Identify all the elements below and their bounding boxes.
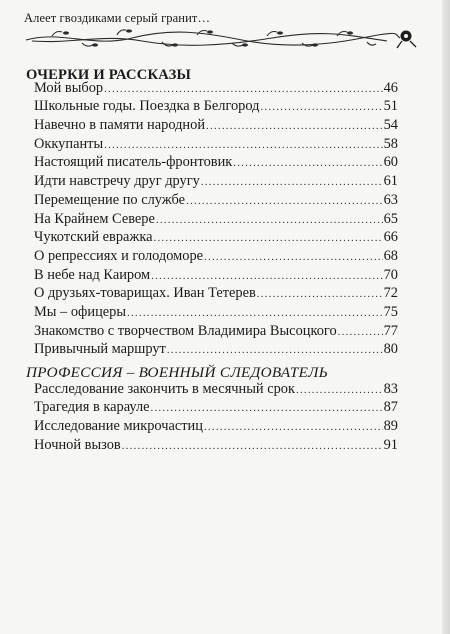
entry-page: 87: [383, 399, 398, 415]
entry-title: Чукотский евражка: [34, 229, 153, 245]
toc-entry[interactable]: [34, 172, 398, 191]
toc-entry[interactable]: [34, 191, 398, 210]
entry-title: О друзьях-товарищах. Иван Тетерев: [34, 285, 256, 301]
toc-entry[interactable]: [34, 322, 398, 341]
entry-page: 51: [383, 98, 398, 114]
dot-leader: [154, 229, 383, 247]
entry-title: Знакомство с творчеством Владимира Высоцкого: [34, 323, 337, 339]
entry-title: Перемещение по службе: [34, 192, 186, 208]
dot-leader: [167, 341, 383, 359]
toc-entry[interactable]: [34, 266, 398, 285]
dot-leader: [233, 154, 382, 172]
dot-leader: [104, 80, 383, 98]
dot-leader: [151, 267, 382, 285]
entry-page: 61: [383, 173, 398, 189]
entry-page: 65: [383, 211, 398, 227]
dot-leader: [122, 437, 383, 455]
vine-ornament-icon: [22, 26, 422, 52]
entry-title: Ночной вызов: [34, 437, 121, 453]
toc-entry[interactable]: [34, 340, 398, 359]
dot-leader: [204, 418, 383, 436]
page-edge: [442, 0, 450, 634]
toc-entry[interactable]: [34, 247, 398, 266]
toc-entry[interactable]: [34, 417, 398, 436]
entry-page: 58: [383, 136, 398, 152]
entry-page: 46: [383, 80, 398, 96]
section-title: ПРОФЕССИЯ – ВОЕННЫЙ СЛЕДОВАТЕЛЬ: [26, 364, 329, 381]
entry-title: Исследование микрочастиц: [34, 418, 203, 434]
entry-page: 54: [383, 117, 398, 133]
entry-title: Мы – офицеры: [34, 304, 127, 320]
toc-entry[interactable]: [34, 97, 398, 116]
dot-leader: [257, 285, 383, 303]
running-head: Алеет гвоздиками серый гранит…: [24, 11, 211, 25]
toc-entry[interactable]: [34, 436, 398, 455]
toc-entry[interactable]: [34, 228, 398, 247]
dot-leader: [186, 192, 383, 210]
toc-entry[interactable]: [34, 380, 398, 399]
entry-page: 60: [383, 154, 398, 170]
dot-leader: [204, 248, 383, 266]
toc-entry[interactable]: [34, 303, 398, 322]
entry-page: 72: [383, 285, 398, 301]
entry-page: 89: [383, 418, 398, 434]
entry-title: Трагедия в карауле: [34, 399, 150, 415]
entry-page: 70: [383, 267, 398, 283]
entry-title: Привычный маршрут: [34, 341, 166, 357]
entry-title: Оккупанты: [34, 136, 104, 152]
entry-page: 75: [383, 304, 398, 320]
dot-leader: [156, 211, 383, 229]
dot-leader: [206, 117, 383, 135]
toc-entry[interactable]: [34, 398, 398, 417]
section-title: ОЧЕРКИ И РАССКАЗЫ: [26, 67, 192, 83]
entry-title: Идти навстречу друг другу: [34, 173, 200, 189]
entry-page: 77: [383, 323, 398, 339]
dot-leader: [296, 381, 383, 399]
entry-title: На Крайнем Севере: [34, 211, 155, 227]
entry-page: 80: [383, 341, 398, 357]
dot-leader: [104, 136, 382, 154]
entry-page: 66: [383, 229, 398, 245]
toc-entry[interactable]: [34, 284, 398, 303]
entry-page: 83: [383, 381, 398, 397]
entry-title: Настоящий писатель-фронтовик: [34, 154, 233, 170]
dot-leader: [260, 98, 382, 116]
entry-title: О репрессиях и голодоморе: [34, 248, 204, 264]
toc-entry[interactable]: [34, 210, 398, 229]
dot-leader: [127, 304, 383, 322]
dot-leader: [151, 399, 383, 417]
dot-leader: [338, 323, 383, 341]
toc-entry[interactable]: [34, 153, 398, 172]
toc-entry[interactable]: [34, 79, 398, 98]
entry-title: Мой выбор: [34, 80, 104, 96]
toc-entry[interactable]: [34, 135, 398, 154]
entry-title: Школьные годы. Поездка в Белгород: [34, 98, 260, 114]
entry-page: 91: [383, 437, 398, 453]
entry-page: 63: [383, 192, 398, 208]
entry-title: В небе над Каиром: [34, 267, 151, 283]
dot-leader: [201, 173, 383, 191]
entry-page: 68: [383, 248, 398, 264]
entry-title: Расследование закончить в месячный срок: [34, 381, 295, 397]
toc-entry[interactable]: [34, 116, 398, 135]
entry-title: Навечно в памяти народной: [34, 117, 206, 133]
